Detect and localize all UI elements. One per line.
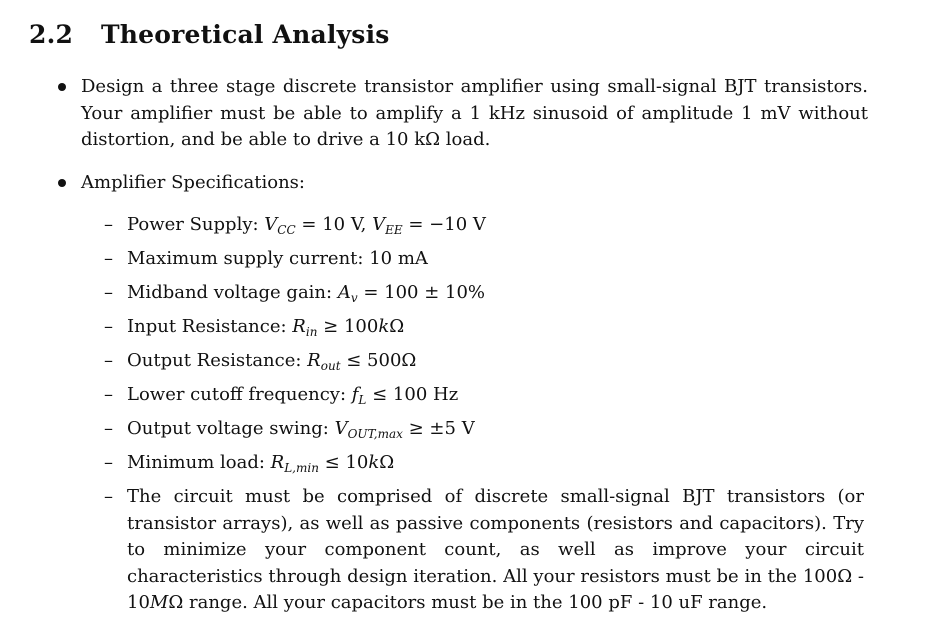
- spec-text: [127, 348, 864, 375]
- math-subscript: L,min: [284, 461, 319, 475]
- bullet-item-design: [58, 74, 868, 154]
- section-title: Theoretical Analysis: [101, 20, 390, 49]
- math-subscript: v: [350, 291, 358, 305]
- spec-label: Midband voltage gain:: [127, 282, 338, 303]
- spec-text: [127, 484, 864, 617]
- spec-item-minimum-load: [104, 450, 864, 484]
- math-symbol: R: [270, 452, 285, 473]
- list-dash: –: [104, 350, 113, 371]
- math-subscript: L: [358, 393, 367, 407]
- spec-item-output-resistance: [104, 348, 864, 382]
- section-number: 2.2: [29, 20, 74, 49]
- bullet-text-specifications: Amplifier Specifications:: [81, 172, 305, 193]
- list-dash: –: [104, 316, 113, 337]
- spec-text: [127, 212, 864, 239]
- spec-text: [127, 314, 864, 341]
- spec-text: Maximum supply current: 10 mA: [127, 248, 428, 269]
- spec-item-circuit-requirements: [104, 484, 864, 617]
- spec-value: ≥ 100: [317, 316, 379, 337]
- spec-item-supply-current: [104, 246, 864, 280]
- spec-item-cutoff-frequency: [104, 382, 864, 416]
- spec-list: [104, 212, 864, 617]
- list-dash: –: [104, 486, 113, 507]
- math-unit-prefix: M: [149, 592, 169, 613]
- math-symbol: f: [351, 384, 359, 405]
- spec-item-voltage-gain: [104, 280, 864, 314]
- spec-value: = 100 ± 10%: [357, 282, 486, 303]
- math-unit-prefix: k: [368, 452, 380, 473]
- list-dash: –: [104, 282, 113, 303]
- spec-label: Output voltage swing:: [127, 418, 335, 439]
- spec-value: = 10 V,: [295, 214, 373, 235]
- spec-item-voltage-swing: [104, 416, 864, 450]
- math-symbol: V: [372, 214, 386, 235]
- math-symbol: R: [292, 316, 306, 337]
- list-dash: –: [104, 452, 113, 473]
- bullet-dot: [58, 83, 66, 91]
- bullet-text-design: Design a three stage discrete transistor amplifier using small-signal BJT transistors. Your amplifier must be able to amplify a 1 kHz sinusoid of amplitude 1 mV without distortion, and be able to drive a 10 kΩ load.: [81, 76, 868, 150]
- spec-text: [127, 416, 864, 443]
- spec-item-power-supply: [104, 212, 864, 246]
- list-dash: –: [104, 214, 113, 235]
- math-subscript: CC: [277, 223, 296, 237]
- math-symbol: V: [334, 418, 348, 439]
- math-symbol: V: [264, 214, 278, 235]
- math-unit-prefix: k: [378, 316, 390, 337]
- spec-item-input-resistance: [104, 314, 864, 348]
- spec-text: [127, 280, 864, 307]
- spec-value: ≥ ±5 V: [402, 418, 475, 439]
- spec-value: ≤ 500Ω: [340, 350, 417, 371]
- section-heading: [29, 20, 390, 49]
- spec-paragraph-part: The circuit must be comprised of discrete small-signal BJT transistors (or transistor arrays), as well as passive components (resistors and capacitors). Try to minimize your component count, as well as improve your circuit characteristics through design iteration. All your resistors must be in the 100Ω - 10: [127, 486, 864, 613]
- spec-value: = −10 V: [402, 214, 486, 235]
- spec-value: ≤ 100 Hz: [366, 384, 459, 405]
- math-subscript: EE: [385, 223, 403, 237]
- math-subscript: out: [320, 359, 341, 373]
- spec-label: Output Resistance:: [127, 350, 308, 371]
- math-symbol: A: [337, 282, 351, 303]
- spec-text: [127, 382, 864, 409]
- math-subscript: in: [305, 325, 318, 339]
- spec-unit: Ω: [389, 316, 405, 337]
- spec-text: [127, 450, 864, 477]
- math-symbol: R: [307, 350, 321, 371]
- list-dash: –: [104, 418, 113, 439]
- math-subscript: OUT,max: [347, 427, 403, 441]
- spec-label: Input Resistance:: [127, 316, 293, 337]
- list-dash: –: [104, 248, 113, 269]
- spec-label: Minimum load:: [127, 452, 271, 473]
- spec-label: Power Supply:: [127, 214, 265, 235]
- bullet-item-specifications: [58, 170, 868, 197]
- spec-label: Lower cutoff frequency:: [127, 384, 352, 405]
- list-dash: –: [104, 384, 113, 405]
- spec-unit: Ω: [379, 452, 395, 473]
- spec-value: ≤ 10: [318, 452, 369, 473]
- bullet-dot: [58, 179, 66, 187]
- spec-paragraph-part: Ω range. All your capacitors must be in the 100 pF - 10 uF range.: [168, 592, 768, 613]
